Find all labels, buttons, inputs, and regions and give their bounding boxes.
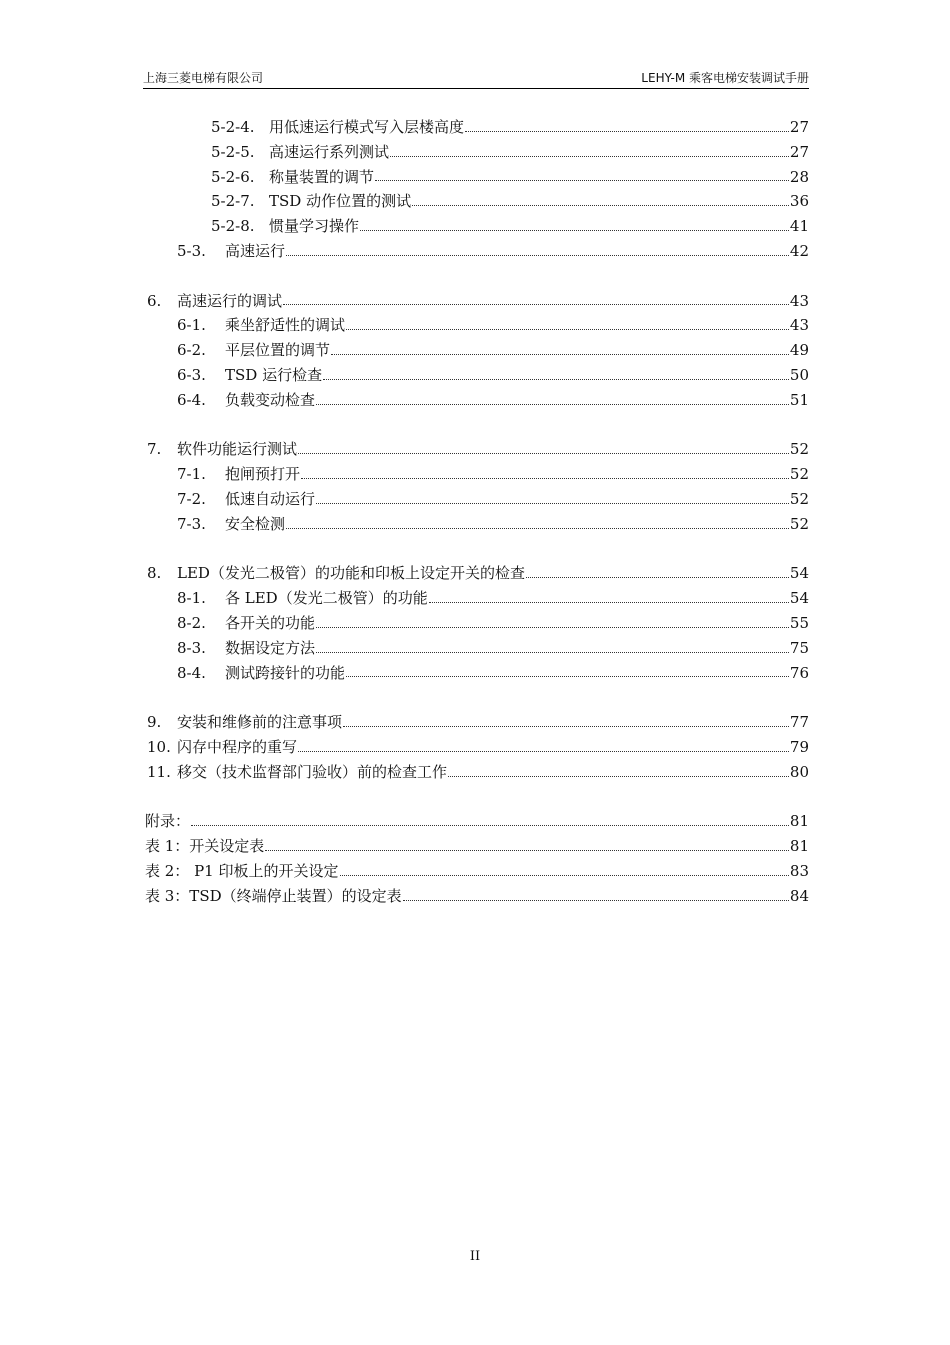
toc-entry[interactable] [143, 561, 809, 586]
toc-entry[interactable] [143, 462, 809, 487]
company-name: 上海三菱电梯有限公司 [143, 71, 264, 85]
toc-entry-title: 高速运行的调试 [177, 291, 283, 310]
toc-entry-number: 5-2-8. [211, 217, 255, 236]
toc-entry-page: 54 [789, 589, 809, 608]
dot-leader [448, 776, 789, 777]
toc-entry-title: 各 LED（发光二极管）的功能 [225, 589, 428, 608]
toc-entry[interactable] [143, 214, 809, 239]
toc-entry-title: 用低速运行模式写入层楼高度 [269, 118, 465, 136]
toc-entry-title: 安装和维修前的注意事项 [177, 713, 343, 732]
toc-entry-page: 50 [789, 365, 809, 384]
dot-leader [301, 478, 789, 479]
toc-entry-title: 平层位置的调节 [225, 341, 331, 360]
toc-entry-number: 6-4. [177, 390, 206, 409]
toc-entry[interactable] [143, 512, 809, 537]
toc-entry-page: 79 [789, 737, 809, 756]
dot-leader [340, 875, 789, 876]
toc-entry-number: 5-2-7. [211, 192, 255, 211]
dot-leader [346, 329, 789, 330]
toc-entry-number: 7-3. [177, 514, 206, 533]
toc-entry[interactable] [143, 165, 809, 190]
toc-entry-number: 8-4. [177, 663, 206, 682]
toc-entry-page: 55 [789, 613, 809, 632]
toc-entry-page: 49 [789, 341, 809, 360]
toc-entry-page: 42 [789, 241, 809, 260]
toc-entry-title: 乘坐舒适性的调试 [225, 316, 346, 335]
toc-entry-number: 5-2-5. [211, 142, 255, 161]
dot-leader [316, 404, 789, 405]
toc-entry[interactable] [143, 809, 809, 834]
toc-entry-page: 54 [789, 564, 809, 583]
toc-entry[interactable] [143, 338, 809, 363]
toc-entry-page: 27 [789, 118, 809, 136]
page-header [143, 67, 809, 89]
toc-entry-page: 52 [789, 489, 809, 508]
toc-entry-page: 84 [789, 886, 809, 905]
toc-entry-number: 11. [147, 762, 171, 781]
toc-entry-page: 27 [789, 142, 809, 161]
toc-entry-number: 8-2. [177, 613, 206, 632]
dot-leader [316, 627, 789, 628]
toc-entry-title: 各开关的功能 [225, 613, 316, 632]
toc-entry-title: 安全检测 [225, 514, 286, 533]
toc-entry-page: 77 [789, 713, 809, 732]
toc-entry[interactable] [143, 289, 809, 314]
dot-leader [526, 577, 789, 578]
toc-entry-number: 7-1. [177, 465, 206, 484]
toc-entry-title: 测试跨接针的功能 [225, 663, 346, 682]
table-of-contents [143, 115, 809, 909]
toc-entry-title: 移交（技术监督部门验收）前的检查工作 [177, 762, 448, 781]
toc-entry-number: 6-2. [177, 341, 206, 360]
manual-title: LEHY-M 乘客电梯安装调试手册 [641, 71, 809, 85]
toc-entry[interactable] [143, 834, 809, 859]
page-number: II [469, 1249, 481, 1264]
toc-entry-title: 抱闸预打开 [225, 465, 301, 484]
toc-entry-title: 称量装置的调节 [269, 167, 375, 186]
dot-leader [343, 726, 789, 727]
dot-leader [331, 354, 789, 355]
toc-entry-number: 7. [147, 440, 162, 459]
dot-leader [283, 304, 789, 305]
toc-entry[interactable] [143, 388, 809, 413]
dot-leader [390, 156, 789, 157]
toc-entry-number: 7-2. [177, 489, 206, 508]
dot-leader [346, 676, 789, 677]
dot-leader [403, 900, 789, 901]
dot-leader [286, 255, 789, 256]
toc-entry-title: TSD 动作位置的测试 [269, 192, 412, 211]
dot-leader [465, 131, 789, 132]
toc-entry-title: 高速运行 [225, 241, 286, 260]
toc-entry-number: 8-3. [177, 638, 206, 657]
toc-entry-page: 52 [789, 514, 809, 533]
toc-entry-title: 闪存中程序的重写 [177, 737, 298, 756]
dot-leader [412, 205, 789, 206]
toc-entry-number: 9. [147, 713, 162, 732]
toc-entry[interactable] [143, 363, 809, 388]
dot-leader [360, 230, 789, 231]
toc-entry[interactable] [143, 859, 809, 884]
dot-leader [323, 379, 789, 380]
toc-entry[interactable] [143, 115, 809, 140]
toc-entry-page: 75 [789, 638, 809, 657]
toc-entry-number: 5-2-6. [211, 167, 255, 186]
toc-entry-title: 惯量学习操作 [269, 217, 360, 236]
toc-entry[interactable] [143, 140, 809, 165]
toc-entry-page: 43 [789, 291, 809, 310]
toc-entry-page: 52 [789, 440, 809, 459]
dot-leader [191, 825, 789, 826]
toc-entry-title: 软件功能运行测试 [177, 440, 298, 459]
toc-entry-page: 51 [789, 390, 809, 409]
toc-entry[interactable] [143, 313, 809, 338]
toc-entry-page: 80 [789, 762, 809, 781]
toc-entry[interactable] [143, 611, 809, 636]
toc-entry-page: 81 [789, 812, 809, 831]
toc-entry[interactable] [143, 710, 809, 735]
toc-entry-title: 数据设定方法 [225, 638, 316, 657]
toc-entry-number: 8-1. [177, 589, 206, 608]
toc-entry-title: 附录： [145, 812, 191, 831]
toc-entry[interactable] [143, 735, 809, 760]
dot-leader [286, 528, 789, 529]
dot-leader [316, 652, 789, 653]
toc-entry-number: 6-1. [177, 316, 206, 335]
toc-entry-title: LED（发光二极管）的功能和印板上设定开关的检查 [177, 564, 525, 583]
dot-leader [375, 180, 789, 181]
toc-entry-page: 28 [789, 167, 809, 186]
toc-entry-number: 8. [147, 564, 162, 583]
toc-entry[interactable] [143, 586, 809, 611]
toc-entry[interactable] [143, 884, 809, 909]
dot-leader [265, 850, 789, 851]
toc-entry[interactable] [143, 636, 809, 661]
toc-entry-title: 低速自动运行 [225, 489, 316, 508]
dot-leader [298, 453, 789, 454]
toc-entry-page: 52 [789, 465, 809, 484]
toc-entry-page: 43 [789, 316, 809, 335]
toc-entry-number: 6-3. [177, 365, 206, 384]
dot-leader [429, 602, 789, 603]
toc-entry[interactable] [143, 487, 809, 512]
toc-entry-title: 表 2： P1 印板上的开关设定 [145, 861, 339, 880]
toc-entry-title: 负载变动检查 [225, 390, 316, 409]
toc-entry-title: 表 1：开关设定表 [145, 837, 265, 856]
toc-entry-number: 5-3. [177, 241, 206, 260]
toc-entry-page: 76 [789, 663, 809, 682]
toc-entry-number: 5-2-4. [211, 118, 255, 136]
toc-entry-number: 6. [147, 291, 162, 310]
toc-entry-title: 高速运行系列测试 [269, 142, 390, 161]
dot-leader [298, 751, 789, 752]
toc-entry-page: 81 [789, 837, 809, 856]
toc-entry-page: 36 [789, 192, 809, 211]
toc-entry[interactable] [143, 189, 809, 214]
dot-leader [316, 503, 789, 504]
toc-entry-page: 41 [789, 217, 809, 236]
toc-entry-number: 10. [147, 737, 171, 756]
toc-entry-title: 表 3：TSD（终端停止装置）的设定表 [145, 886, 402, 905]
toc-entry-page: 83 [789, 861, 809, 880]
toc-entry[interactable] [143, 239, 809, 264]
toc-entry[interactable] [143, 437, 809, 462]
toc-entry-title: TSD 运行检查 [225, 365, 323, 384]
toc-entry[interactable] [143, 760, 809, 785]
toc-entry[interactable] [143, 661, 809, 686]
